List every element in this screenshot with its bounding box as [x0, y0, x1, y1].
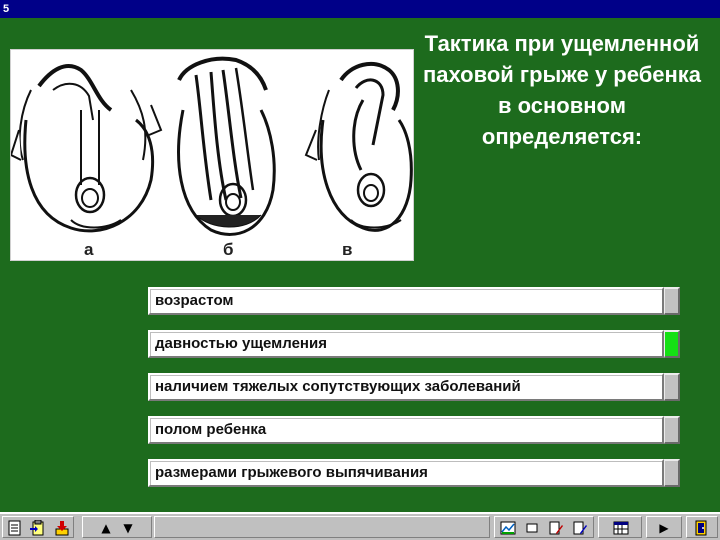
- figure-label-c: в: [342, 240, 353, 259]
- figure-label-b: б: [223, 240, 234, 259]
- answer-indicator-2-selected[interactable]: [664, 330, 680, 358]
- answer-indicator-5[interactable]: [664, 459, 680, 487]
- answer-option-5[interactable]: размерами грыжевого выпячивания: [148, 459, 664, 487]
- answer-option-4[interactable]: полом ребенка: [148, 416, 664, 444]
- answer-option-3[interactable]: наличием тяжелых сопутствующих заболеваний: [148, 373, 664, 401]
- main-content: [0, 18, 720, 512]
- answer-option-1[interactable]: возрастом: [148, 287, 664, 315]
- chart-icon[interactable]: [499, 519, 517, 537]
- figure-c-drawing: [306, 64, 411, 230]
- toolbar-group-left: [2, 516, 74, 538]
- toolbar-group-nav: [82, 516, 152, 538]
- toolbar-group-calendar: [598, 516, 642, 538]
- toolbar-group-play: [646, 516, 682, 538]
- arrow-up-icon[interactable]: ▲: [101, 521, 111, 535]
- hernia-illustration: [10, 49, 414, 261]
- edit-icon[interactable]: [547, 519, 565, 537]
- figure-b-drawing: [179, 59, 275, 235]
- arrow-down-icon[interactable]: ▼: [123, 521, 133, 535]
- bottom-toolbar: [0, 512, 720, 540]
- exit-icon[interactable]: [693, 519, 711, 537]
- answer-indicator-4[interactable]: [664, 416, 680, 444]
- question-text: Тактика при ущемленной паховой грыже у ребенка в основном определяется:: [422, 31, 702, 149]
- hernia-diagram-image: [11, 50, 413, 260]
- figure-label-a: а: [84, 240, 94, 259]
- toolbar-group-exit: [686, 516, 718, 538]
- answer-indicator-1[interactable]: [664, 287, 680, 315]
- window-icon[interactable]: [523, 519, 541, 537]
- download-icon[interactable]: [53, 519, 71, 537]
- answer-option-2[interactable]: давностью ущемления: [148, 330, 664, 358]
- clipboard-icon[interactable]: [29, 519, 47, 537]
- window-title: 5: [3, 3, 10, 15]
- figure-a-drawing: [11, 66, 161, 231]
- play-icon[interactable]: ▶: [659, 521, 669, 535]
- toolbar-group-tools: [494, 516, 594, 538]
- window-title-bar: [0, 0, 720, 18]
- notes-icon[interactable]: [6, 519, 24, 537]
- answer-indicator-3[interactable]: [664, 373, 680, 401]
- calendar-icon[interactable]: [612, 519, 630, 537]
- check-edit-icon[interactable]: [571, 519, 589, 537]
- toolbar-spacer: [154, 516, 490, 538]
